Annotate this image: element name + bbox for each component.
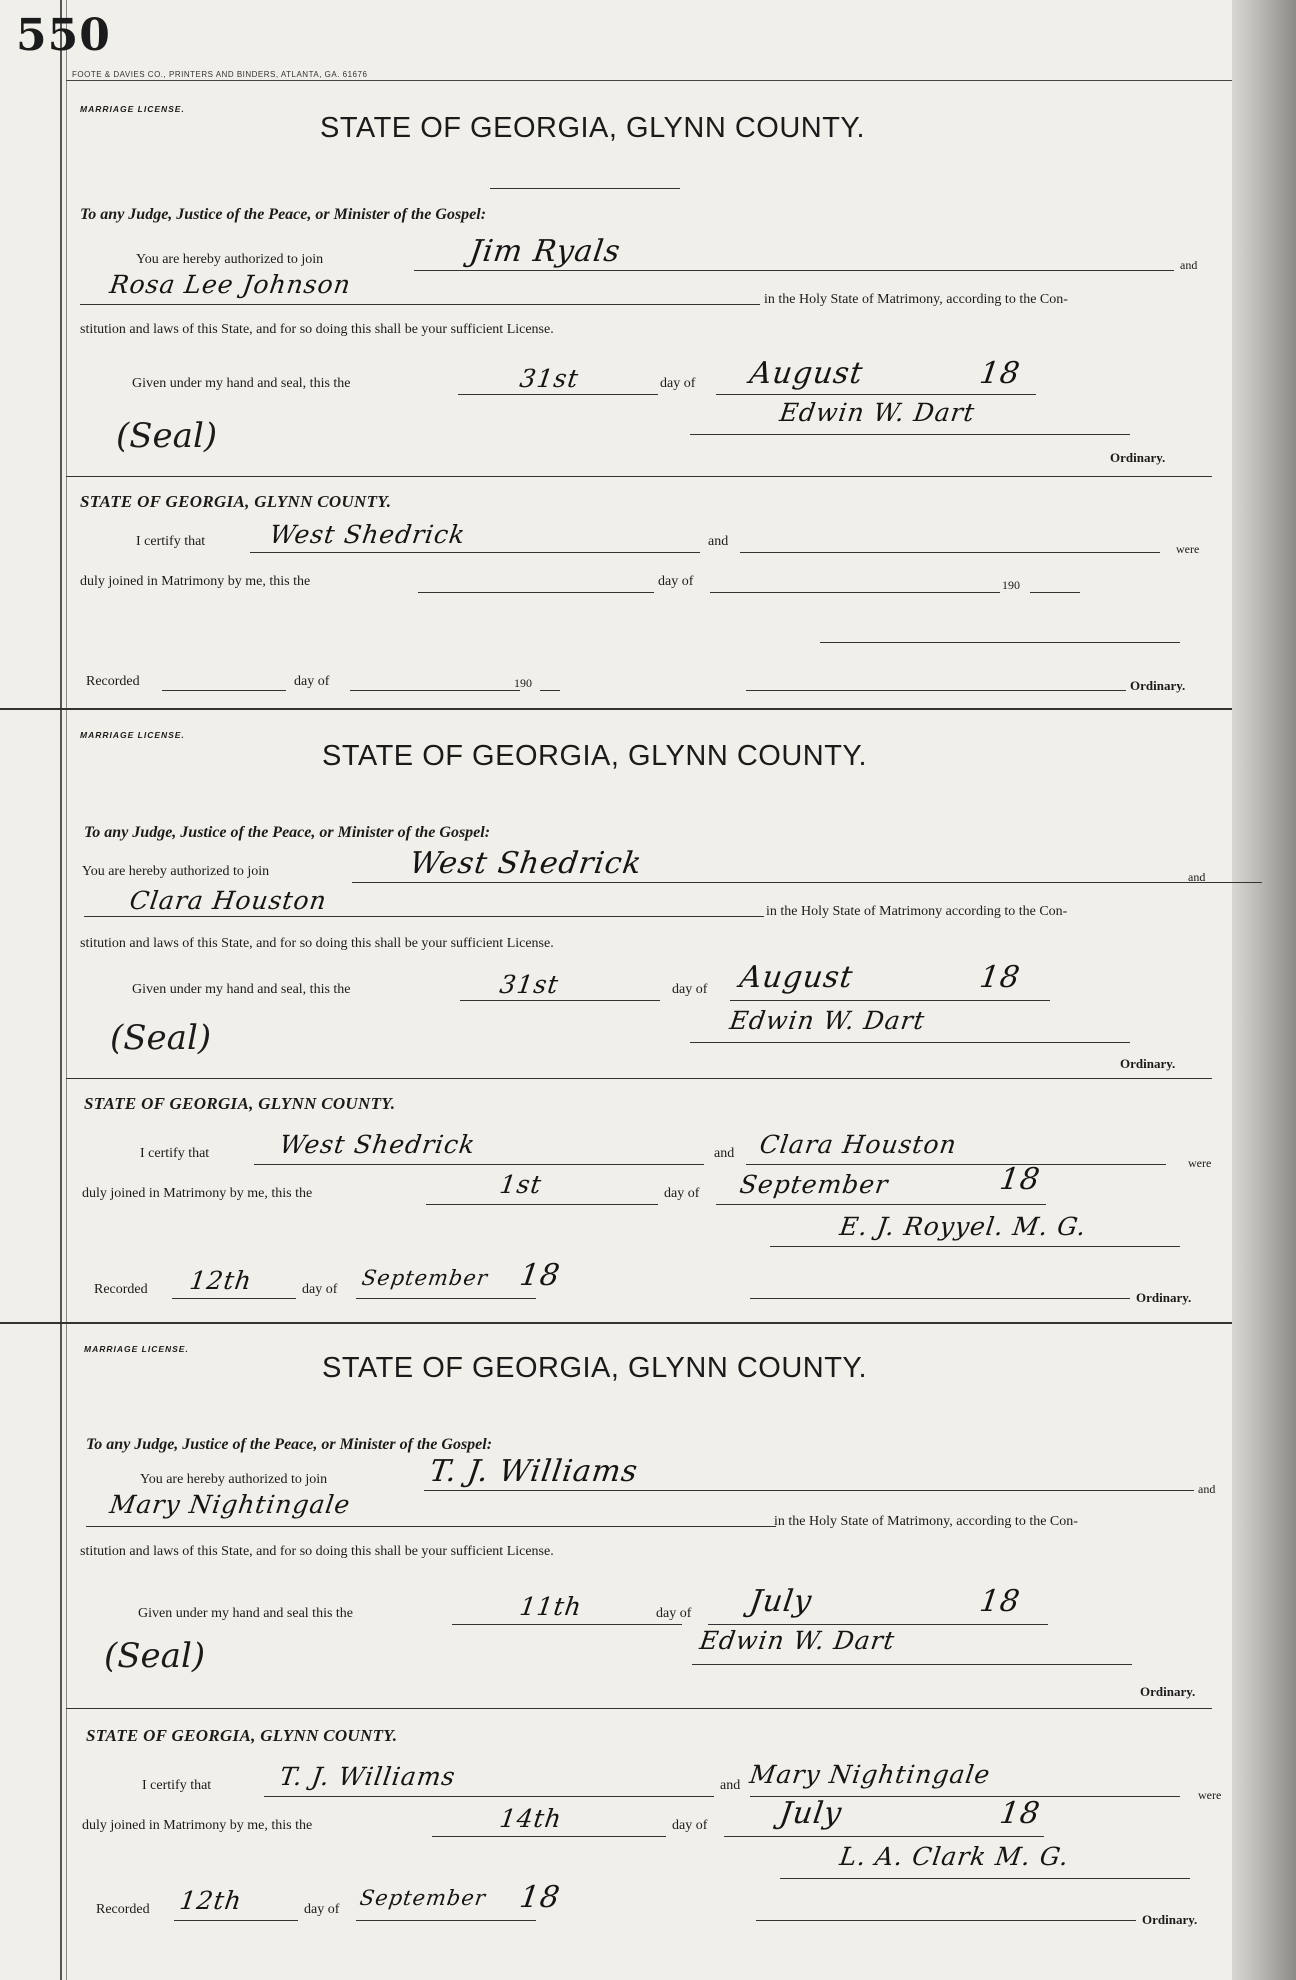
page-edge [1232,0,1296,1980]
binding-line [60,0,62,1980]
cert-name-1: West Shedrick [267,520,468,549]
and-text: and [714,1146,735,1161]
day-of-text: day of [304,1902,340,1917]
holy-state-text: in the Holy State of Matrimony according to the Con- [766,904,1068,919]
ordinary-signature: Edwin W. Dart [697,1626,897,1655]
header-rule [66,80,1232,81]
constitution-text: stitution and laws of this State, and for so doing this shall be your sufficient License. [80,322,554,337]
salutation: To any Judge, Justice of the Peace, or Minister of the Gospel: [84,824,491,841]
were-text: were [1176,542,1200,556]
cert-name-2: Clara Houston [757,1130,959,1159]
recorded-day: 12th [177,1886,245,1915]
authorized-text: You are hereby authorized to join [136,252,324,267]
day-of-text: day of [294,674,330,689]
seal-mark: (Seal) [110,1018,212,1058]
license-year: 18 [977,356,1023,391]
cert-name-1: T. J. Williams [277,1762,458,1791]
duly-text: duly joined in Matrimony by me, this the [82,1186,313,1201]
recorded-text: Recorded [86,674,140,689]
day-of-text: day of [302,1282,338,1297]
given-text: Given under my hand and seal this the [138,1606,354,1621]
license-title: STATE OF GEORGIA, GLYNN COUNTY. [320,112,866,144]
and-text: and [720,1778,741,1793]
day-of-text: day of [664,1186,700,1201]
authorized-text: You are hereby authorized to join [82,864,270,879]
seal-mark: (Seal) [116,416,218,456]
cert-day: 14th [497,1804,565,1833]
groom-name: West Shedrick [407,846,645,881]
year-prefix: 190 [1002,578,1020,592]
salutation: To any Judge, Justice of the Peace, or Minister of the Gospel: [86,1436,493,1453]
section-divider [0,1322,1232,1324]
marriage-license-3 [80,1330,1220,1950]
recorded-text: Recorded [94,1282,148,1297]
license-month: July [747,1584,815,1619]
ordinary-label: Ordinary. [1142,1912,1198,1927]
ordinary-label: Ordinary. [1136,1290,1192,1305]
day-of-text: day of [660,376,696,391]
salutation: To any Judge, Justice of the Peace, or Minister of the Gospel: [80,206,487,223]
given-text: Given under my hand and seal, this the [132,982,351,997]
printer-imprint: FOOTE & DAVIES CO., PRINTERS AND BINDERS, ATLANTA, GA. 61676 [72,70,368,79]
holy-state-text: in the Holy State of Matrimony, according to the Con- [774,1514,1078,1529]
cert-name-1: West Shedrick [277,1130,478,1159]
ordinary-label: Ordinary. [1120,1056,1176,1071]
record-year-prefix: 190 [514,676,532,690]
groom-name: Jim Ryals [467,234,623,269]
license-day: 31st [517,364,581,393]
duly-text: duly joined in Matrimony by me, this the [82,1818,313,1833]
page-number: 550 [16,10,111,61]
binding-line [66,0,67,1980]
were-text: were [1198,1788,1222,1802]
cert-month: July [777,1796,845,1831]
certify-text: I certify that [136,534,206,549]
recorded-year: 18 [517,1880,563,1915]
cert-month: September [737,1170,891,1199]
cert-year: 18 [997,1162,1043,1197]
groom-name: T. J. Williams [427,1454,641,1489]
license-title: STATE OF GEORGIA, GLYNN COUNTY. [322,1352,868,1384]
certificate-heading: STATE OF GEORGIA, GLYNN COUNTY. [86,1726,398,1745]
constitution-text: stitution and laws of this State, and for so doing this shall be your sufficient License. [80,1544,554,1559]
title-rule [490,188,680,189]
and-text: and [708,534,729,549]
marriage-license-2 [80,716,1220,1316]
license-month: August [747,356,866,391]
and-text: and [1180,258,1198,272]
license-day: 11th [517,1592,585,1621]
ordinary-label: Ordinary. [1110,450,1166,465]
bride-name: Mary Nightingale [107,1490,353,1519]
day-of-text: day of [672,1818,708,1833]
license-month: August [737,960,856,995]
holy-state-text: in the Holy State of Matrimony, according to the Con- [764,292,1068,307]
were-text: were [1188,1156,1212,1170]
recorded-month: September [358,1886,488,1910]
certify-text: I certify that [142,1778,212,1793]
license-day: 31st [497,970,561,999]
and-text: and [1188,870,1206,884]
day-of-text: day of [658,574,694,589]
license-year: 18 [977,960,1023,995]
license-year: 18 [977,1584,1023,1619]
ordinary-label: Ordinary. [1140,1684,1196,1699]
recorded-month: September [360,1266,490,1290]
cert-day: 1st [497,1170,544,1199]
recorded-year: 18 [517,1258,563,1293]
duly-text: duly joined in Matrimony by me, this the [80,574,311,589]
seal-mark: (Seal) [104,1636,206,1676]
certificate-heading: STATE OF GEORGIA, GLYNN COUNTY. [84,1094,396,1113]
bride-name: Rosa Lee Johnson [107,270,353,299]
recorded-day: 12th [187,1266,255,1295]
license-title: STATE OF GEORGIA, GLYNN COUNTY. [322,740,868,772]
ordinary-label: Ordinary. [1130,678,1186,693]
day-of-text: day of [656,1606,692,1621]
given-text: Given under my hand and seal, this the [132,376,351,391]
marriage-license-1 [80,100,1220,700]
certify-text: I certify that [140,1146,210,1161]
cert-year: 18 [997,1796,1043,1831]
constitution-text: stitution and laws of this State, and for so doing this shall be your sufficient License. [80,936,554,951]
officiant-signature: L. A. Clark M. G. [837,1842,1072,1871]
certificate-heading: STATE OF GEORGIA, GLYNN COUNTY. [80,492,392,511]
ordinary-signature: Edwin W. Dart [727,1006,927,1035]
form-label: MARRIAGE LICENSE. [80,730,185,740]
form-label: MARRIAGE LICENSE. [80,104,185,114]
form-label: MARRIAGE LICENSE. [84,1344,189,1354]
recorded-text: Recorded [96,1902,150,1917]
and-text: and [1198,1482,1216,1496]
bride-name: Clara Houston [127,886,329,915]
officiant-signature: E. J. Royyel. M. G. [837,1212,1089,1241]
day-of-text: day of [672,982,708,997]
cert-name-2: Mary Nightingale [747,1760,993,1789]
section-divider [0,708,1232,710]
ordinary-signature: Edwin W. Dart [777,398,977,427]
authorized-text: You are hereby authorized to join [140,1472,328,1487]
